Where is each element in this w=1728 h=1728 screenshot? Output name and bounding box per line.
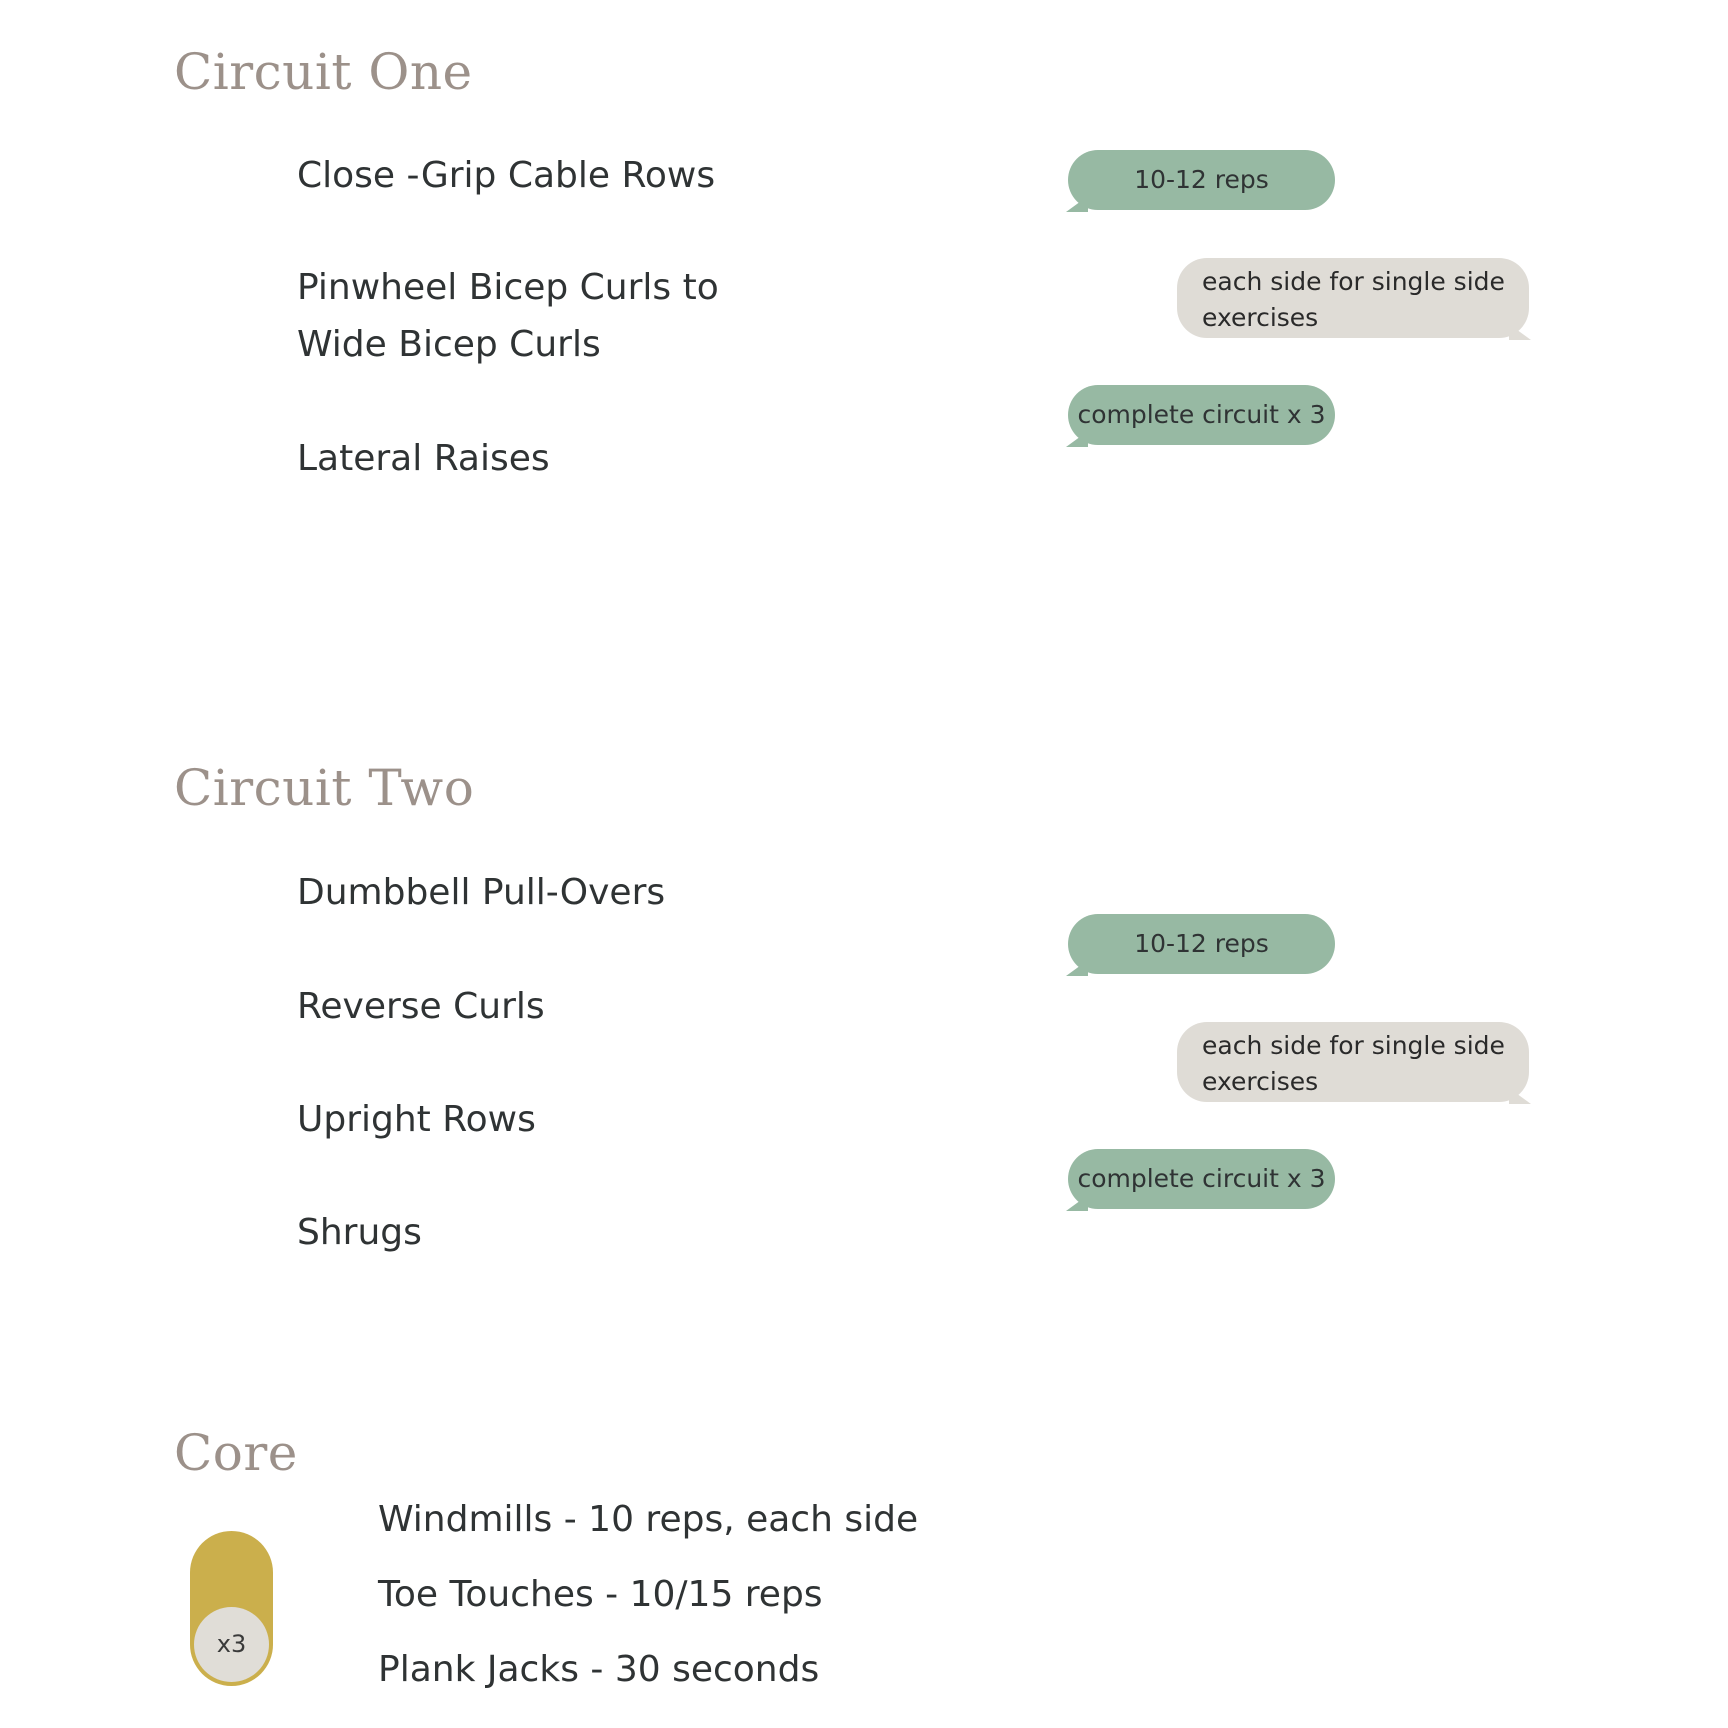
core-exercise-2: Toe Touches - 10/15 reps xyxy=(378,1574,823,1615)
circuit-one-heading: Circuit One xyxy=(174,43,473,101)
circuit-two-exercise-4: Shrugs xyxy=(297,1212,422,1253)
core-exercise-1: Windmills - 10 reps, each side xyxy=(378,1499,919,1540)
core-rounds-toggle-icon xyxy=(190,1531,273,1686)
circuit-one-circuit-bubble: complete circuit x 3 xyxy=(1068,385,1335,445)
circuit-two-circuit-bubble: complete circuit x 3 xyxy=(1068,1149,1335,1209)
circuit-one-reps-bubble: 10-12 reps xyxy=(1068,150,1335,210)
circuit-two-exercise-3: Upright Rows xyxy=(297,1099,536,1140)
circuit-one-exercise-2-line-1: Pinwheel Bicep Curls to xyxy=(297,267,719,308)
core-heading: Core xyxy=(174,1424,298,1482)
circuit-one-exercise-3: Lateral Raises xyxy=(297,438,550,479)
circuit-two-heading: Circuit Two xyxy=(174,759,475,817)
circuit-two-exercise-1: Dumbbell Pull-Overs xyxy=(297,872,666,913)
circuit-two-exercise-2: Reverse Curls xyxy=(297,986,545,1027)
circuit-two-reps-bubble: 10-12 reps xyxy=(1068,914,1335,974)
core-rounds-badge: x3 xyxy=(194,1607,269,1682)
circuit-one-exercise-1: Close -Grip Cable Rows xyxy=(297,155,716,196)
circuit-two-single-side-bubble: each side for single side exercises xyxy=(1177,1022,1529,1102)
circuit-one-exercise-2-line-2: Wide Bicep Curls xyxy=(297,324,601,365)
circuit-one-single-side-bubble: each side for single side exercises xyxy=(1177,258,1529,338)
core-exercise-3: Plank Jacks - 30 seconds xyxy=(378,1649,820,1690)
